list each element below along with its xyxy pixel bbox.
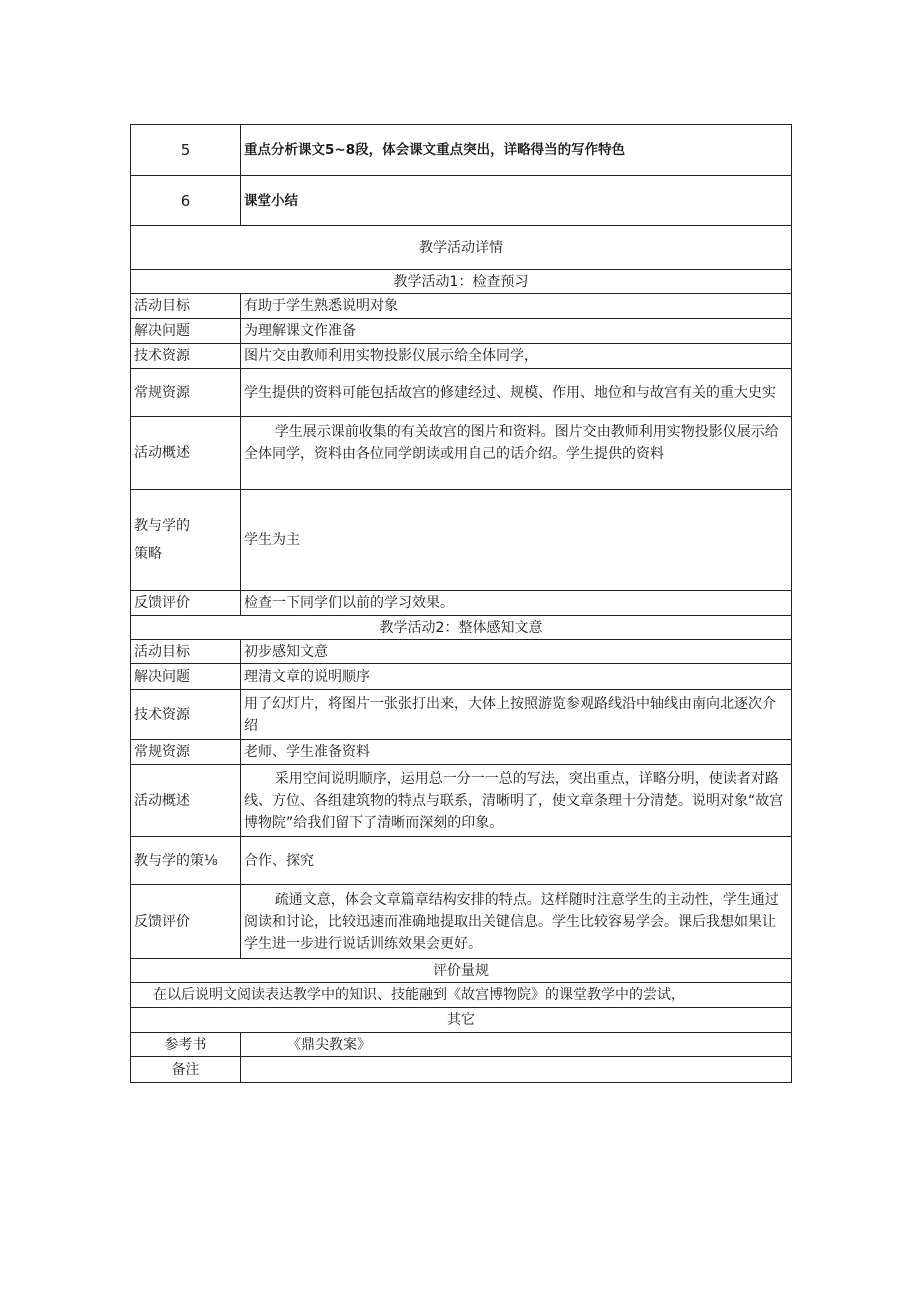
step-text: 重点分析课文5~8段，体会课文重点突出，详略得当的写作特色 [241,125,792,176]
activity2-feedback-label: 反馈评价 [131,885,241,959]
activity1-strategy: 学生为主 [241,490,792,591]
activity1-feedback: 检查一下同学们以前的学习效果。 [241,591,792,616]
strategy-label-line2: 策略 [134,546,162,562]
activity2-feedback: 疏通文意，体会文章篇章结构安排的特点。这样随时注意学生的主动性，学生通过阅读和讨论，比较迅速而准确地提取出关键信息。学生比较容易学会。课后我想如果让学生进一步进行说话训练效果会更好。 [241,885,792,959]
activity2-tech-label: 技术资源 [131,690,241,740]
activity1-goal: 有助于学生熟悉说明对象 [241,294,792,319]
activity2-title: 教学活动2：整体感知文意 [131,616,792,640]
others-title: 其它 [131,1008,792,1033]
activity2-regular: 老师、学生准备资料 [241,740,792,765]
activity2-problem-label: 解决问题 [131,664,241,690]
activity1-problem-label: 解决问题 [131,319,241,344]
activity2-strategy: 合作、探究 [241,837,792,885]
step-row [131,176,792,226]
activity1-regular-label: 常规资源 [131,369,241,417]
activity1-goal-label: 活动目标 [131,294,241,319]
step-text: 课堂小结 [241,176,792,226]
activity1-strategy-label [131,490,241,591]
activity1-regular: 学生提供的资料可能包括故宫的修建经过、规模、作用、地位和与故宫有关的重大史实 [241,369,792,417]
activity1-feedback-label: 反馈评价 [131,591,241,616]
activity2-tech: 用了幻灯片，将图片一张张打出来，大体上按照游览参观路线沿中轴线由南向北逐次介绍 [241,690,792,740]
strategy-label-line1: 教与学的 [134,518,190,534]
activity2-overview-label: 活动概述 [131,765,241,837]
activity2-problem: 理清文章的说明顺序 [241,664,792,690]
activity1-overview: 学生展示课前收集的有关故宫的图片和资料。图片交由教师利用实物投影仪展示给全体同学，资料由各位同学朗读或用自己的话介绍。学生提供的资料 [241,417,792,490]
activity1-problem: 为理解课文作准备 [241,319,792,344]
lesson-plan-table [130,124,792,1083]
activity1-tech: 图片交由教师利用实物投影仪展示给全体同学， [241,344,792,369]
reference-book-label: 参考书 [131,1033,241,1057]
activity2-goal-label: 活动目标 [131,640,241,664]
details-title: 教学活动详情 [131,226,792,270]
activity2-goal: 初步感知文意 [241,640,792,664]
activity2-regular-label: 常规资源 [131,740,241,765]
evaluation-title: 评价量规 [131,959,792,983]
activity1-tech-label: 技术资源 [131,344,241,369]
notes-label: 备注 [131,1057,241,1083]
step-number: 6 [131,176,241,226]
activity1-title: 教学活动1：检查预习 [131,270,792,294]
evaluation-text: 在以后说明文阅读表达教学中的知识、技能融到《故宫博物院》的课堂教学中的尝试， [131,983,792,1008]
step-row [131,125,792,176]
step-number: 5 [131,125,241,176]
activity1-overview-label: 活动概述 [131,417,241,490]
activity2-strategy-label: 教与学的策⅛ [131,837,241,885]
activity2-overview: 采用空间说明顺序，运用总一分一一总的写法，突出重点，详略分明，使读者对路线、方位、各组建筑物的特点与联系，清晰明了，使文章条理十分清楚。说明对象“故宫博物院”给我们留下了清晰而深刻的印象。 [241,765,792,837]
reference-book-value: 《鼎尖教案》 [241,1033,792,1057]
notes-value [241,1057,792,1083]
